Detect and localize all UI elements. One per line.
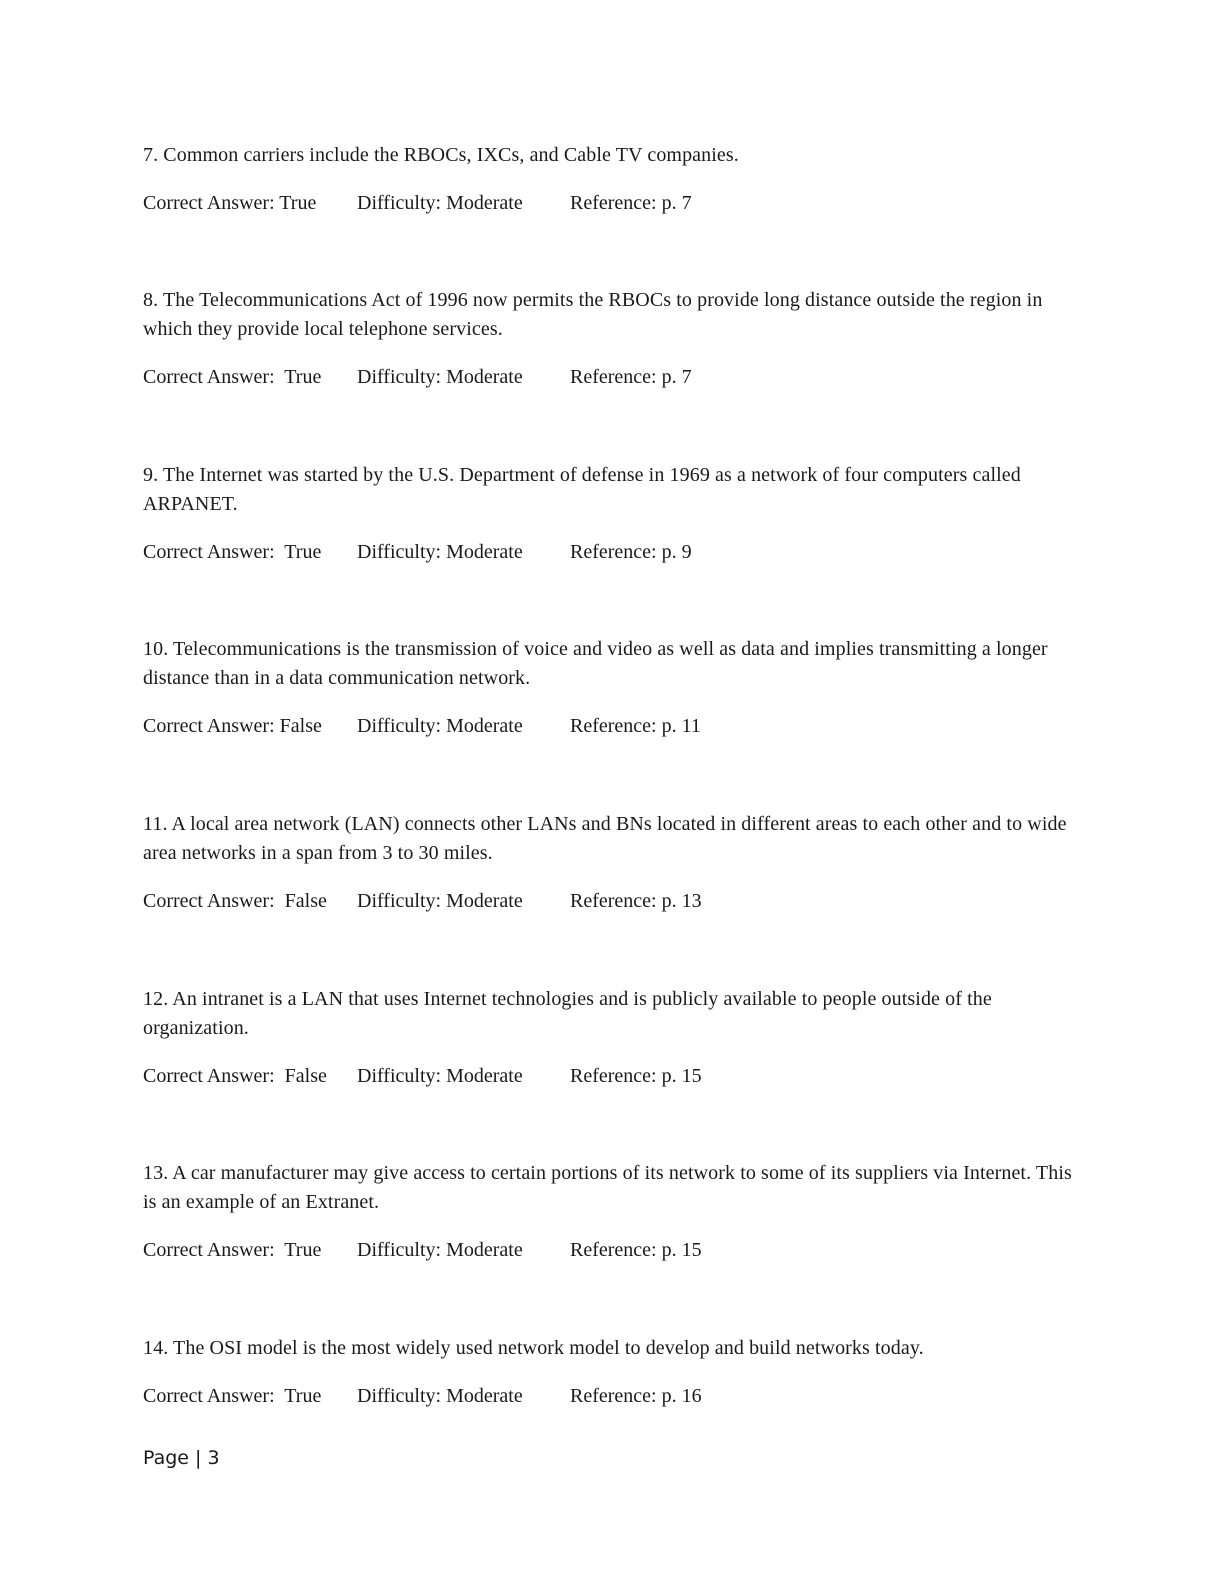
question-9-text: 9. The Internet was started by the U.S. Department of defense in 1969 as a network of four computers called ARPANET. — [143, 464, 1021, 515]
correct-answer: Correct Answer: True — [143, 541, 322, 563]
question-11-text: 11. A local area network (LAN) connects other LANs and BNs located in different areas to each other and to wide area networks in a span from 3 to 30 miles. — [143, 813, 1067, 864]
question-11-answer-line — [143, 887, 1073, 916]
question-9-answer-line — [143, 538, 1073, 567]
reference: Reference: p. 7 — [570, 192, 692, 214]
correct-answer: Correct Answer: True — [143, 192, 317, 214]
question-12-text: 12. An intranet is a LAN that uses Internet technologies and is publicly available to people outside of the organization. — [143, 988, 992, 1039]
difficulty: Difficulty: Moderate — [357, 1065, 523, 1087]
difficulty: Difficulty: Moderate — [357, 715, 523, 737]
correct-answer: Correct Answer: False — [143, 1065, 327, 1087]
reference: Reference: p. 9 — [570, 541, 692, 563]
question-14-text: 14. The OSI model is the most widely used network model to develop and build networks today. — [143, 1337, 924, 1359]
correct-answer: Correct Answer: True — [143, 1385, 322, 1407]
question-10-answer-line — [143, 712, 1073, 741]
reference: Reference: p. 13 — [570, 890, 702, 912]
question-13-text: 13. A car manufacturer may give access to certain portions of its network to some of its suppliers via Internet. This is an example of an Extranet. — [143, 1162, 1072, 1213]
question-8-answer-line — [143, 363, 1073, 392]
reference: Reference: p. 15 — [570, 1239, 702, 1261]
correct-answer: Correct Answer: True — [143, 1239, 322, 1261]
reference: Reference: p. 15 — [570, 1065, 702, 1087]
reference: Reference: p. 11 — [570, 715, 701, 737]
question-7-text: 7. Common carriers include the RBOCs, IXCs, and Cable TV companies. — [143, 144, 739, 166]
question-10-text: 10. Telecommunications is the transmission of voice and video as well as data and implies transmitting a longer distance than in a data communication network. — [143, 638, 1048, 689]
question-7-answer-line — [143, 189, 1073, 218]
difficulty: Difficulty: Moderate — [357, 541, 523, 563]
difficulty: Difficulty: Moderate — [357, 890, 523, 912]
correct-answer: Correct Answer: False — [143, 890, 327, 912]
reference: Reference: p. 7 — [570, 366, 692, 388]
difficulty: Difficulty: Moderate — [357, 1385, 523, 1407]
correct-answer: Correct Answer: False — [143, 715, 322, 737]
question-12-answer-line — [143, 1062, 1073, 1091]
question-8-text: 8. The Telecommunications Act of 1996 now permits the RBOCs to provide long distance outside the region in which they provide local telephone services. — [143, 289, 1043, 340]
question-14-answer-line — [143, 1382, 1073, 1411]
reference: Reference: p. 16 — [570, 1385, 702, 1407]
difficulty: Difficulty: Moderate — [357, 192, 523, 214]
correct-answer: Correct Answer: True — [143, 366, 322, 388]
difficulty: Difficulty: Moderate — [357, 1239, 523, 1261]
difficulty: Difficulty: Moderate — [357, 366, 523, 388]
question-13-answer-line — [143, 1236, 1073, 1265]
page-number-footer: Page | 3 — [143, 1447, 220, 1469]
